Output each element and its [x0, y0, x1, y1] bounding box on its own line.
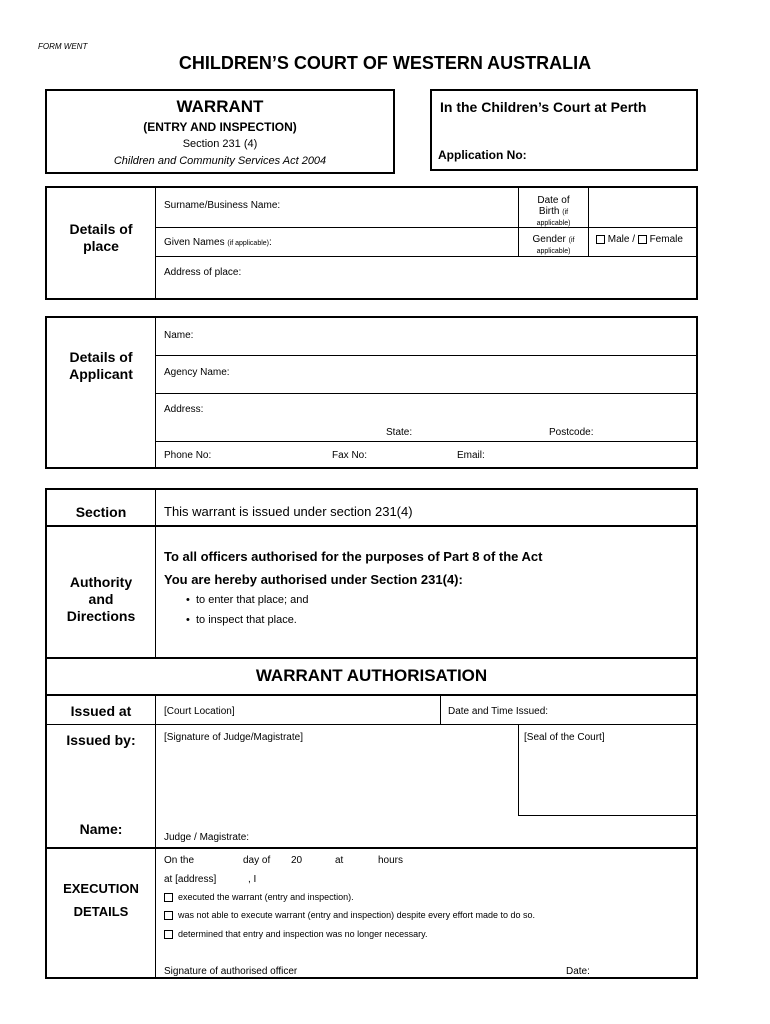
agency-name-label: Agency Name: [164, 367, 230, 378]
section-text: This warrant is issued under section 231(4) [164, 504, 413, 519]
comma-i-label: , I [248, 874, 257, 885]
warrant-subtitle: (ENTRY AND INSPECTION) [143, 120, 297, 134]
gender-options: Male / Female [596, 234, 683, 245]
female-checkbox[interactable] [638, 235, 647, 244]
postcode-label: Postcode: [549, 427, 594, 438]
authorisation-title: WARRANT AUTHORISATION [255, 666, 488, 685]
form-code: FORM WENT [38, 42, 88, 51]
male-checkbox[interactable] [596, 235, 605, 244]
phone-label: Phone No: [164, 450, 212, 461]
day-of-label: day of [243, 855, 271, 866]
surname-label: Surname/Business Name: [164, 200, 281, 211]
court-location-heading: In the Children’s Court at Perth [440, 99, 647, 115]
court-title: CHILDREN’S COURT OF WESTERN AUSTRALIA [178, 53, 592, 73]
hours-label: hours [378, 855, 404, 866]
authority-bullet2: • to inspect that place. [186, 614, 297, 626]
at-address-label: at [address] [164, 874, 217, 885]
no-longer-necessary-checkbox[interactable] [164, 930, 173, 939]
officer-signature-label: Signature of authorised officer [164, 966, 298, 977]
court-seal-label: [Seal of the Court] [524, 732, 605, 743]
applicant-name-label: Name: [164, 330, 194, 341]
not-executed-checkbox[interactable] [164, 911, 173, 920]
execution-option-2: was not able to execute warrant (entry and inspection) despite every effort made to do so. [164, 910, 535, 920]
date-time-issued-label: Date and Time Issued: [448, 706, 549, 717]
given-names-label: Given Names (if applicable): [164, 237, 272, 248]
applicant-address-label: Address: [164, 404, 204, 415]
judge-signature-label: [Signature of Judge/Magistrate] [164, 732, 303, 743]
issued-by-heading: Issued by: [66, 732, 136, 748]
on-the-label: On the [164, 855, 195, 866]
section-heading: Section [75, 504, 127, 520]
place-address-label: Address of place: [164, 267, 242, 278]
application-no-label: Application No: [438, 148, 527, 162]
authority-heading: Authority and Directions [66, 574, 136, 624]
dob-label: Date of Birth (if applicable) [536, 195, 571, 227]
authority-line1: To all officers authorised for the purposes of Part 8 of the Act [164, 549, 543, 564]
authority-bullet1: • to enter that place; and [186, 594, 309, 606]
place-heading: Details of place [69, 221, 133, 254]
court-location-label: [Court Location] [164, 706, 235, 717]
execution-option-3: determined that entry and inspection was no longer necessary. [164, 929, 428, 939]
executed-checkbox[interactable] [164, 893, 173, 902]
email-label: Email: [457, 450, 485, 461]
gender-label: Gender (if applicable) [532, 234, 575, 255]
warrant-heading: WARRANT [176, 97, 264, 116]
warrant-act: Children and Community Services Act 2004 [113, 155, 327, 167]
authority-line2: You are hereby authorised under Section 231(4): [164, 572, 463, 587]
applicant-heading: Details of Applicant [69, 349, 133, 382]
execution-heading: EXECUTION DETAILS [63, 881, 139, 919]
at-label: at [335, 855, 344, 866]
issued-at-heading: Issued at [70, 703, 132, 719]
year-label: 20 [291, 855, 303, 866]
state-label: State: [386, 427, 413, 438]
execution-option-1: executed the warrant (entry and inspection). [164, 892, 354, 902]
judge-magistrate-label: Judge / Magistrate: [164, 832, 250, 843]
execution-date-label: Date: [566, 966, 590, 977]
fax-label: Fax No: [332, 450, 368, 461]
warrant-section: Section 231 (4) [182, 138, 258, 150]
name-heading: Name: [79, 821, 123, 837]
